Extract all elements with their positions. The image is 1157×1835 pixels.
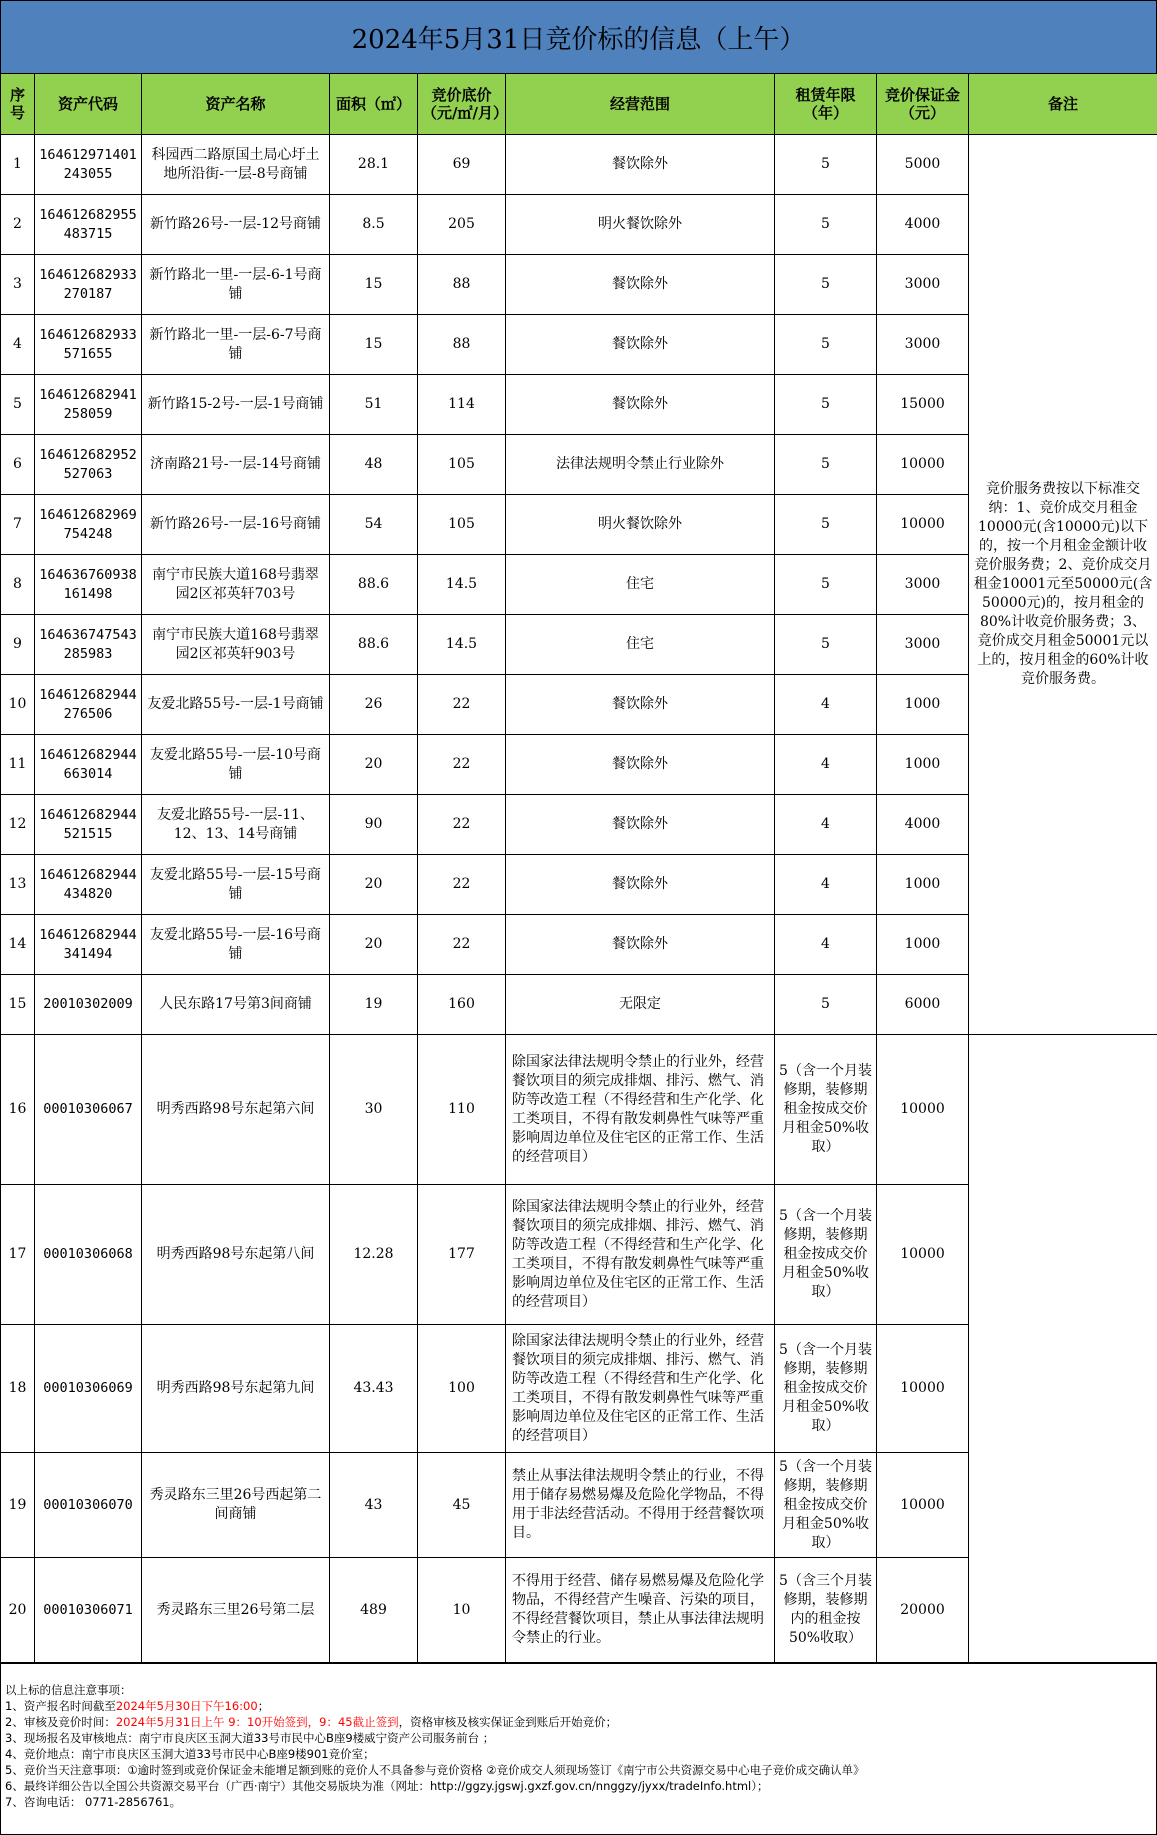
sign-in-time: 2024年5月31日上午 9：10开始签到，9：45截止签到 bbox=[115, 1715, 399, 1729]
cell-name: 济南路21号-一层-14号商铺 bbox=[142, 435, 330, 495]
cell-code: 164612682952527063 bbox=[35, 435, 142, 495]
cell-area: 43.43 bbox=[330, 1325, 418, 1453]
cell-scope: 不得用于经营、储存易燃易爆及危险化学物品，不得经营产生噪音、污染的项目，不得经营餐饮项目，禁止从事法律法规明令禁止的行业。 bbox=[506, 1558, 775, 1663]
cell-price: 88 bbox=[418, 315, 506, 375]
cell-name: 新竹路26号-一层-16号商铺 bbox=[142, 495, 330, 555]
cell-code: 164636760938161498 bbox=[35, 555, 142, 615]
cell-price: 160 bbox=[418, 975, 506, 1035]
cell-code: 00010306069 bbox=[35, 1325, 142, 1453]
header-area: 面积（㎡） bbox=[330, 74, 418, 135]
cell-code: 164612682944341494 bbox=[35, 915, 142, 975]
cell-price: 105 bbox=[418, 435, 506, 495]
cell-no: 10 bbox=[1, 675, 35, 735]
cell-name: 人民东路17号第3间商铺 bbox=[142, 975, 330, 1035]
cell-area: 54 bbox=[330, 495, 418, 555]
notes-footer bbox=[0, 1663, 1157, 1835]
cell-name: 明秀西路98号东起第六间 bbox=[142, 1035, 330, 1185]
cell-term: 5（含一个月装修期，装修期租金按成交价月租金50%收取） bbox=[775, 1453, 877, 1558]
cell-code: 00010306068 bbox=[35, 1185, 142, 1325]
cell-price: 14.5 bbox=[418, 555, 506, 615]
cell-scope: 餐饮除外 bbox=[506, 315, 775, 375]
cell-name: 秀灵路东三里26号西起第二间商铺 bbox=[142, 1453, 330, 1558]
cell-no: 7 bbox=[1, 495, 35, 555]
cell-name: 新竹路北一里-一层-6-7号商铺 bbox=[142, 315, 330, 375]
cell-term: 5 bbox=[775, 315, 877, 375]
cell-area: 15 bbox=[330, 315, 418, 375]
cell-no: 1 bbox=[1, 135, 35, 195]
cell-term: 5 bbox=[775, 135, 877, 195]
cell-price: 88 bbox=[418, 255, 506, 315]
cell-price: 22 bbox=[418, 675, 506, 735]
page-title: 2024年5月31日竞价标的信息（上午） bbox=[0, 0, 1157, 74]
cell-deposit: 1000 bbox=[877, 735, 969, 795]
cell-no: 11 bbox=[1, 735, 35, 795]
notes-line-5: 5、竞价当天注意事项：①逾时签到或竞价保证金未能增足额到账的竞价人不具备参与竞价资格 ②竞价成交人须现场签订《南宁市公共资源交易中心电子竞价成交确认单》 bbox=[5, 1763, 865, 1777]
cell-scope: 除国家法律法规明令禁止的行业外，经营餐饮项目的须完成排烟、排污、燃气、消防等改造工程（不得经营和生产化学、化工类项目，不得有散发刺鼻性气味等严重影响周边单位及住宅区的正常工作、生活的经营项目） bbox=[506, 1185, 775, 1325]
registration-deadline: 2024年5月30日下午16:00 bbox=[115, 1699, 258, 1713]
cell-no: 17 bbox=[1, 1185, 35, 1325]
header-name: 资产名称 bbox=[142, 74, 330, 135]
cell-area: 90 bbox=[330, 795, 418, 855]
cell-name: 友爱北路55号-一层-11、12、13、14号商铺 bbox=[142, 795, 330, 855]
cell-price: 45 bbox=[418, 1453, 506, 1558]
cell-name: 新竹路15-2号-一层-1号商铺 bbox=[142, 375, 330, 435]
cell-name: 南宁市民族大道168号翡翠园2区祁英轩903号 bbox=[142, 615, 330, 675]
cell-no: 3 bbox=[1, 255, 35, 315]
cell-deposit: 5000 bbox=[877, 135, 969, 195]
cell-no: 16 bbox=[1, 1035, 35, 1185]
cell-deposit: 4000 bbox=[877, 195, 969, 255]
cell-term: 5 bbox=[775, 255, 877, 315]
cell-area: 20 bbox=[330, 855, 418, 915]
cell-term: 5 bbox=[775, 975, 877, 1035]
notes-heading: 以上标的信息注意事项： bbox=[5, 1683, 132, 1697]
notes-line-3: 3、现场报名及审核地点：南宁市良庆区玉洞大道33号市民中心B座9楼威宁资产公司服务前台 ； bbox=[5, 1731, 495, 1745]
cell-deposit: 3000 bbox=[877, 315, 969, 375]
cell-no: 5 bbox=[1, 375, 35, 435]
cell-price: 22 bbox=[418, 735, 506, 795]
cell-term: 5 bbox=[775, 375, 877, 435]
cell-price: 105 bbox=[418, 495, 506, 555]
cell-scope: 餐饮除外 bbox=[506, 855, 775, 915]
cell-deposit: 3000 bbox=[877, 255, 969, 315]
header-code: 资产代码 bbox=[35, 74, 142, 135]
cell-name: 友爱北路55号-一层-15号商铺 bbox=[142, 855, 330, 915]
cell-no: 9 bbox=[1, 615, 35, 675]
cell-code: 164612682941258059 bbox=[35, 375, 142, 435]
cell-area: 12.28 bbox=[330, 1185, 418, 1325]
cell-price: 14.5 bbox=[418, 615, 506, 675]
cell-term: 4 bbox=[775, 795, 877, 855]
cell-name: 友爱北路55号-一层-16号商铺 bbox=[142, 915, 330, 975]
cell-price: 100 bbox=[418, 1325, 506, 1453]
cell-code: 164612682944276506 bbox=[35, 675, 142, 735]
cell-price: 22 bbox=[418, 915, 506, 975]
cell-area: 15 bbox=[330, 255, 418, 315]
cell-code: 164612682933270187 bbox=[35, 255, 142, 315]
cell-scope: 餐饮除外 bbox=[506, 255, 775, 315]
cell-term: 4 bbox=[775, 855, 877, 915]
cell-no: 15 bbox=[1, 975, 35, 1035]
cell-deposit: 10000 bbox=[877, 435, 969, 495]
cell-code: 00010306070 bbox=[35, 1453, 142, 1558]
cell-no: 4 bbox=[1, 315, 35, 375]
notes-text: ； bbox=[257, 1699, 270, 1713]
cell-term: 5 bbox=[775, 435, 877, 495]
cell-no: 8 bbox=[1, 555, 35, 615]
cell-deposit: 3000 bbox=[877, 615, 969, 675]
notes-line-2 bbox=[5, 1714, 1152, 1730]
cell-code: 164612682944434820 bbox=[35, 855, 142, 915]
cell-area: 48 bbox=[330, 435, 418, 495]
cell-deposit: 1000 bbox=[877, 855, 969, 915]
note-cell-empty bbox=[969, 1035, 1157, 1663]
cell-scope: 餐饮除外 bbox=[506, 375, 775, 435]
cell-no: 20 bbox=[1, 1558, 35, 1663]
cell-scope: 明火餐饮除外 bbox=[506, 495, 775, 555]
cell-no: 12 bbox=[1, 795, 35, 855]
cell-scope: 无限定 bbox=[506, 975, 775, 1035]
cell-code: 00010306067 bbox=[35, 1035, 142, 1185]
cell-code: 164636747543285983 bbox=[35, 615, 142, 675]
cell-scope: 餐饮除外 bbox=[506, 795, 775, 855]
cell-area: 489 bbox=[330, 1558, 418, 1663]
cell-scope: 禁止从事法律法规明令禁止的行业，不得用于储存易燃易爆及危险化学物品，不得用于非法经营活动。不得用于经营餐饮项目。 bbox=[506, 1453, 775, 1558]
cell-code: 00010306071 bbox=[35, 1558, 142, 1663]
cell-deposit: 6000 bbox=[877, 975, 969, 1035]
cell-term: 4 bbox=[775, 915, 877, 975]
cell-name: 秀灵路东三里26号第二层 bbox=[142, 1558, 330, 1663]
cell-term: 4 bbox=[775, 675, 877, 735]
header-row bbox=[1, 74, 1157, 135]
cell-code: 164612682955483715 bbox=[35, 195, 142, 255]
cell-deposit: 15000 bbox=[877, 375, 969, 435]
note-cell: 竞价服务费按以下标准交纳：1、竞价成交月租金10000元(含10000元)以下的，按一个月租金金额计收竞价服务费；2、竞价成交月租金10001元至50000元(含50000元)的，按月租金的80%计收竞价服务费；3、竞价成交月租金50001元以上的，按月租金的60%计收竞价服务费。 bbox=[969, 135, 1157, 1035]
auction-table bbox=[0, 73, 1157, 1663]
cell-name: 新竹路26号-一层-12号商铺 bbox=[142, 195, 330, 255]
cell-term: 5 bbox=[775, 615, 877, 675]
cell-scope: 餐饮除外 bbox=[506, 915, 775, 975]
cell-scope: 餐饮除外 bbox=[506, 735, 775, 795]
cell-term: 4 bbox=[775, 735, 877, 795]
cell-no: 13 bbox=[1, 855, 35, 915]
cell-deposit: 10000 bbox=[877, 495, 969, 555]
cell-no: 14 bbox=[1, 915, 35, 975]
header-note: 备注 bbox=[969, 74, 1157, 135]
cell-scope: 明火餐饮除外 bbox=[506, 195, 775, 255]
cell-term: 5（含三个月装修期，装修期内的租金按50%收取） bbox=[775, 1558, 877, 1663]
cell-scope: 餐饮除外 bbox=[506, 675, 775, 735]
cell-area: 19 bbox=[330, 975, 418, 1035]
notes-text: ，资格审核及核实保证金到账后开始竞价； bbox=[398, 1715, 618, 1729]
cell-term: 5（含一个月装修期，装修期租金按成交价月租金50%收取） bbox=[775, 1325, 877, 1453]
cell-area: 20 bbox=[330, 915, 418, 975]
cell-area: 43 bbox=[330, 1453, 418, 1558]
cell-area: 88.6 bbox=[330, 555, 418, 615]
cell-deposit: 1000 bbox=[877, 675, 969, 735]
cell-price: 22 bbox=[418, 795, 506, 855]
cell-no: 18 bbox=[1, 1325, 35, 1453]
notes-line-7: 7、咨询电话： 0771-2856761。 bbox=[5, 1795, 182, 1809]
cell-term: 5 bbox=[775, 555, 877, 615]
cell-deposit: 10000 bbox=[877, 1325, 969, 1453]
cell-scope: 住宅 bbox=[506, 615, 775, 675]
header-deposit: 竞价保证金（元） bbox=[877, 74, 969, 135]
cell-price: 177 bbox=[418, 1185, 506, 1325]
cell-code: 20010302009 bbox=[35, 975, 142, 1035]
cell-deposit: 3000 bbox=[877, 555, 969, 615]
cell-no: 6 bbox=[1, 435, 35, 495]
notes-line-1 bbox=[5, 1698, 1152, 1714]
cell-name: 明秀西路98号东起第九间 bbox=[142, 1325, 330, 1453]
cell-area: 26 bbox=[330, 675, 418, 735]
cell-deposit: 20000 bbox=[877, 1558, 969, 1663]
notes-line-6: 6、最终详细公告以全国公共资源交易平台（广西·南宁）其他交易版块为准（网址：http://ggzy.jgswj.gxzf.gov.cn/nnggzy/jyxx/tradeInfo.html）； bbox=[5, 1779, 769, 1793]
cell-price: 22 bbox=[418, 855, 506, 915]
header-price: 竞价底价（元/㎡/月） bbox=[418, 74, 506, 135]
header-scope: 经营范围 bbox=[506, 74, 775, 135]
cell-name: 新竹路北一里-一层-6-1号商铺 bbox=[142, 255, 330, 315]
cell-deposit: 10000 bbox=[877, 1185, 969, 1325]
cell-term: 5（含一个月装修期，装修期租金按成交价月租金50%收取） bbox=[775, 1035, 877, 1185]
notes-text: 1、资产报名时间截至 bbox=[5, 1699, 116, 1713]
table-row bbox=[1, 1035, 1157, 1185]
cell-price: 69 bbox=[418, 135, 506, 195]
header-term: 租赁年限（年） bbox=[775, 74, 877, 135]
cell-deposit: 4000 bbox=[877, 795, 969, 855]
cell-name: 明秀西路98号东起第八间 bbox=[142, 1185, 330, 1325]
cell-no: 19 bbox=[1, 1453, 35, 1558]
cell-deposit: 10000 bbox=[877, 1453, 969, 1558]
cell-no: 2 bbox=[1, 195, 35, 255]
cell-term: 5 bbox=[775, 195, 877, 255]
cell-name: 科园西二路原国土局心圩土地所沿街-一层-8号商铺 bbox=[142, 135, 330, 195]
cell-price: 114 bbox=[418, 375, 506, 435]
notes-text: 2、审核及竞价时间： bbox=[5, 1715, 116, 1729]
cell-term: 5（含一个月装修期，装修期租金按成交价月租金50%收取） bbox=[775, 1185, 877, 1325]
cell-code: 164612682969754248 bbox=[35, 495, 142, 555]
cell-area: 51 bbox=[330, 375, 418, 435]
cell-area: 8.5 bbox=[330, 195, 418, 255]
cell-code: 164612682933571655 bbox=[35, 315, 142, 375]
cell-price: 205 bbox=[418, 195, 506, 255]
cell-area: 28.1 bbox=[330, 135, 418, 195]
cell-scope: 除国家法律法规明令禁止的行业外，经营餐饮项目的须完成排烟、排污、燃气、消防等改造工程（不得经营和生产化学、化工类项目，不得有散发刺鼻性气味等严重影响周边单位及住宅区的正常工作、生活的经营项目） bbox=[506, 1035, 775, 1185]
cell-name: 南宁市民族大道168号翡翠园2区祁英轩703号 bbox=[142, 555, 330, 615]
cell-code: 164612682944521515 bbox=[35, 795, 142, 855]
cell-term: 5 bbox=[775, 495, 877, 555]
header-no: 序号 bbox=[1, 74, 35, 135]
cell-scope: 餐饮除外 bbox=[506, 135, 775, 195]
cell-code: 164612971401243055 bbox=[35, 135, 142, 195]
cell-price: 110 bbox=[418, 1035, 506, 1185]
cell-name: 友爱北路55号-一层-1号商铺 bbox=[142, 675, 330, 735]
table-row bbox=[1, 135, 1157, 195]
cell-price: 10 bbox=[418, 1558, 506, 1663]
notes-line-4: 4、竞价地点：南宁市良庆区玉洞大道33号市民中心B座9楼901竞价室； bbox=[5, 1747, 375, 1761]
cell-deposit: 10000 bbox=[877, 1035, 969, 1185]
cell-scope: 除国家法律法规明令禁止的行业外，经营餐饮项目的须完成排烟、排污、燃气、消防等改造工程（不得经营和生产化学、化工类项目，不得有散发刺鼻性气味等严重影响周边单位及住宅区的正常工作、生活的经营项目） bbox=[506, 1325, 775, 1453]
cell-area: 20 bbox=[330, 735, 418, 795]
cell-scope: 法律法规明令禁止行业除外 bbox=[506, 435, 775, 495]
cell-name: 友爱北路55号-一层-10号商铺 bbox=[142, 735, 330, 795]
cell-deposit: 1000 bbox=[877, 915, 969, 975]
cell-scope: 住宅 bbox=[506, 555, 775, 615]
cell-area: 88.6 bbox=[330, 615, 418, 675]
cell-area: 30 bbox=[330, 1035, 418, 1185]
cell-code: 164612682944663014 bbox=[35, 735, 142, 795]
